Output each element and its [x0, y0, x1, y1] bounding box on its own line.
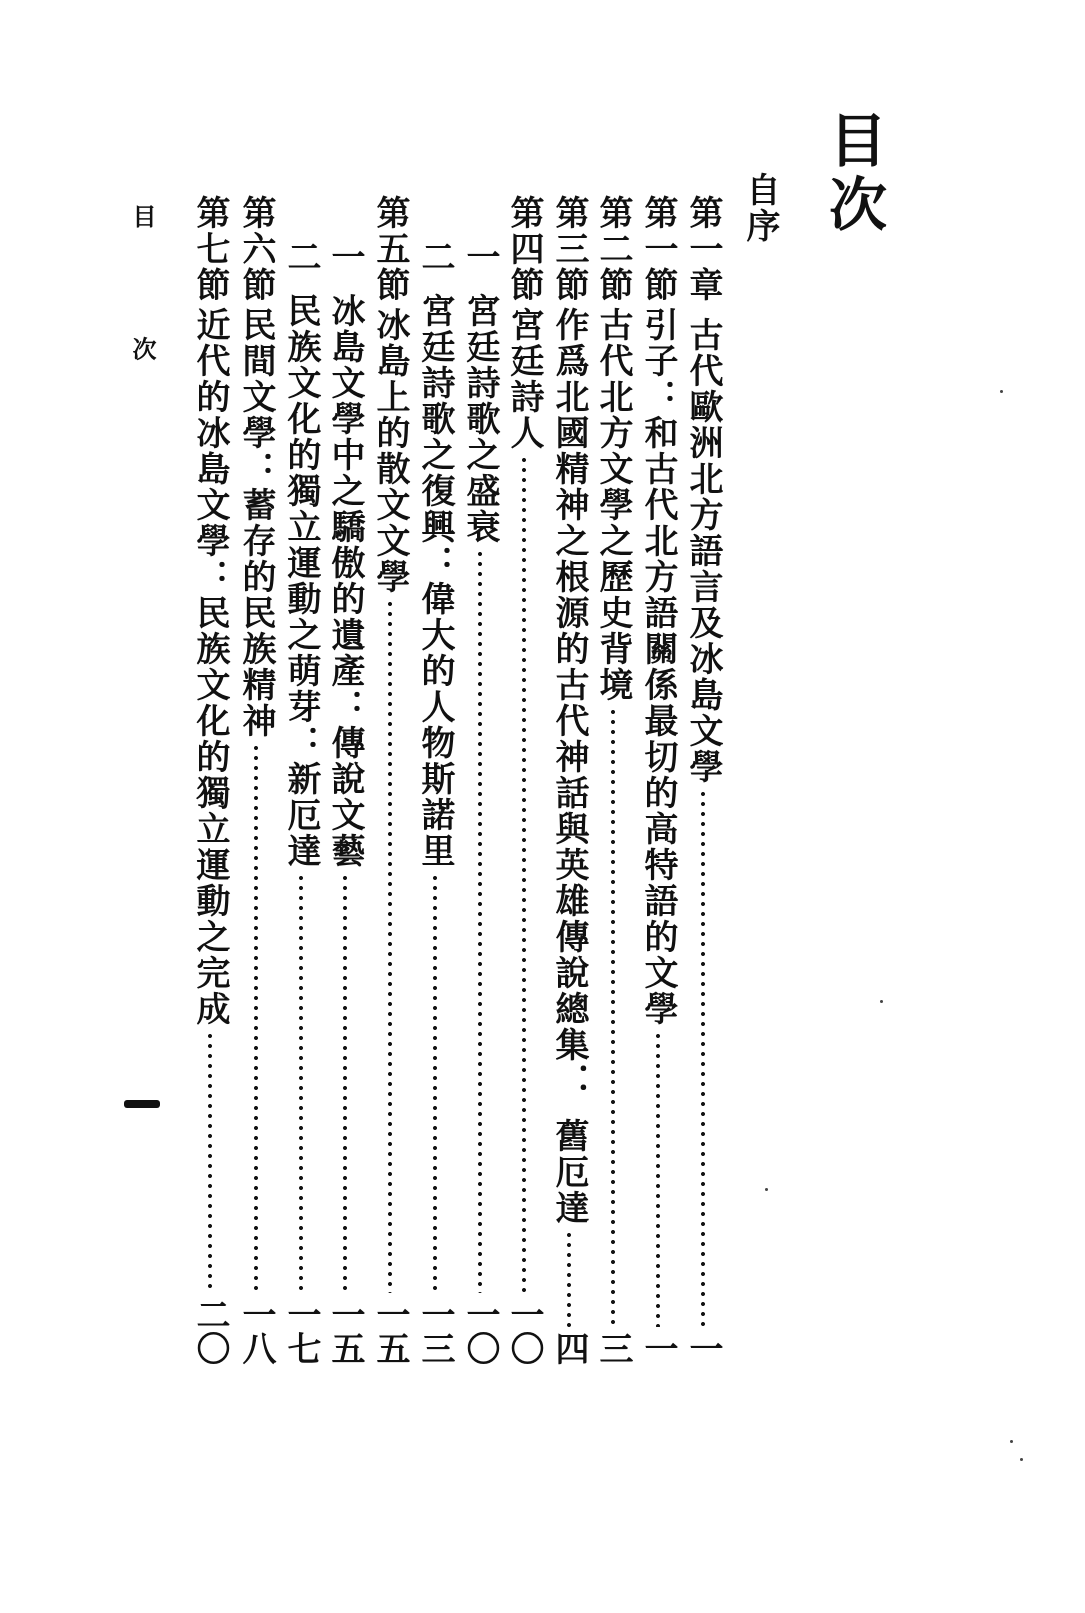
scan-speck [1020, 1458, 1023, 1461]
leader-dots [207, 1031, 213, 1293]
toc-entry-subsection-4-2 [415, 195, 455, 1365]
leader-dots [298, 873, 304, 1293]
toc-entry-section-7 [190, 195, 230, 1365]
entry-title: 民間文學：蓄存的民族精神 [236, 307, 276, 739]
entry-page: 二〇 [190, 1297, 230, 1365]
entry-page: 一五 [370, 1297, 410, 1365]
entry-label: 二 [415, 239, 455, 275]
entry-label: 一 [460, 239, 500, 275]
entry-page: 一 [683, 1331, 723, 1365]
entry-title: 宮廷詩歌之盛衰 [460, 293, 500, 545]
entry-label: 一 [325, 239, 365, 275]
toc-entry-section-3 [549, 195, 589, 1365]
scan-speck [1000, 390, 1003, 393]
leader-dots [477, 549, 483, 1293]
preface-entry: 自序 [740, 172, 780, 244]
entry-page: 一〇 [460, 1297, 500, 1365]
toc-entry-section-2 [593, 195, 633, 1365]
toc-entry-section-1 [638, 195, 678, 1365]
leader-dots [521, 455, 527, 1293]
leader-dots [700, 789, 706, 1327]
entry-label: 第一節 [638, 195, 678, 303]
entry-page: 三 [593, 1331, 633, 1365]
entry-label: 第三節 [549, 195, 589, 303]
leader-dots [566, 1230, 572, 1327]
page-title: 目次 [819, 110, 887, 238]
scan-speck [880, 1000, 883, 1003]
entry-label: 第四節 [504, 195, 544, 303]
toc-entry-section-4 [504, 195, 544, 1365]
entry-title: 引子：和古代北方語關係最切的高特語的文學 [638, 307, 678, 1027]
leader-dots [432, 873, 438, 1293]
page-number [124, 1100, 160, 1108]
leader-dots [387, 599, 393, 1293]
entry-page: 一三 [415, 1297, 455, 1365]
leader-dots [610, 707, 616, 1327]
entry-title: 冰島文學中之驕傲的遺產：傳說文藝 [325, 293, 365, 869]
toc-entry-subsection-5-2 [281, 195, 321, 1365]
leader-dots [253, 743, 259, 1293]
entry-label: 第六節 [236, 195, 276, 303]
toc-entry-section-6 [236, 195, 276, 1365]
toc-entry-chapter-1 [683, 195, 723, 1365]
entry-page: 一七 [281, 1297, 321, 1365]
entry-label: 第一章 [683, 195, 723, 303]
entry-label: 第五節 [370, 195, 410, 303]
entry-page: 四 [549, 1331, 589, 1365]
entry-title: 冰島上的散文文學 [370, 307, 410, 595]
scan-speck [765, 1188, 768, 1191]
entry-label: 二 [281, 239, 321, 275]
leader-dots [655, 1031, 661, 1327]
toc-entry-subsection-4-1 [460, 195, 500, 1365]
toc-entry-subsection-5-1 [325, 195, 365, 1365]
entry-title: 作爲北國精神之根源的古代神話與英雄傳說總集．．舊厄達 [549, 307, 589, 1226]
scan-speck [1010, 1440, 1013, 1443]
entry-title: 古代北方文學之歷史背境 [593, 307, 633, 703]
entry-title: 民族文化的獨立運動之萌芽：新厄達 [281, 293, 321, 869]
page-number-text [124, 1100, 125, 1101]
entry-label: 第二節 [593, 195, 633, 303]
toc-entry-section-5 [370, 195, 410, 1365]
entry-title: 宮廷詩人 [504, 307, 544, 451]
entry-title: 近代的冰島文學：民族文化的獨立運動之完成 [190, 307, 230, 1027]
entry-title: 宮廷詩歌之復興：偉大的人物斯諾里 [415, 293, 455, 869]
entry-page: 一〇 [504, 1297, 544, 1365]
entry-page: 一 [638, 1331, 678, 1365]
entry-label: 第七節 [190, 195, 230, 303]
leader-dots [342, 873, 348, 1293]
running-head: 目 次 [128, 204, 157, 411]
entry-page: 一五 [325, 1297, 365, 1365]
entry-title: 古代歐洲北方語言及冰島文學 [683, 317, 723, 785]
entry-page: 一八 [236, 1297, 276, 1365]
